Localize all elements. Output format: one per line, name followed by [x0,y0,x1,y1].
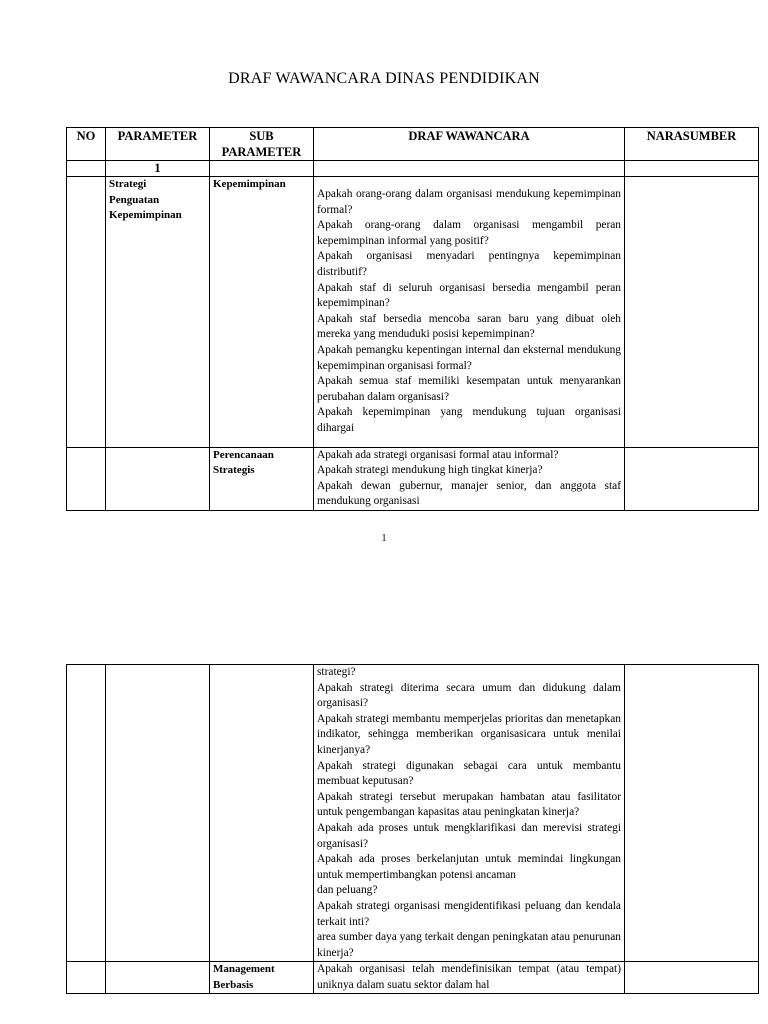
page-number: 1 [381,533,387,544]
questions-cell [314,447,625,510]
parameter-line: Penguatan [109,193,160,206]
table-row [67,177,759,448]
questions-cell [314,962,625,994]
sub-parameter-line: Strategis [213,464,255,476]
question: area sumber daya yang terkait dengan peningkatan atau penurunan kinerja? [317,931,621,959]
question: Apakah ada proses berkelanjutan untuk memindai lingkungan untuk mempertimbangkan potensi ancaman [317,853,621,881]
question: Apakah ada strategi organisasi formal atau informal? [317,448,559,461]
header-parameter: PARAMETER [106,128,210,161]
question: dan peluang? [317,884,378,897]
interview-table-continued [66,664,759,994]
question: Apakah strategi membantu memperjelas prioritas dan menetapkan indikator, sehingga memberikan organisasicara untuk menilai kinerjanya? [317,712,621,756]
question: Apakah organisasi menyadari pentingnya kepemimpinan distributif? [317,250,621,278]
question: Apakah strategi mendukung high tingkat kinerja? [317,464,543,477]
narasumber-cell [625,447,759,510]
header-no: NO [67,128,106,161]
page-title: DRAF WAWANCARA DINAS PENDIDIKAN [228,70,540,87]
row-number: 1 [106,161,210,177]
parameter-cell [106,177,210,448]
question: Apakah semua staf memiliki kesempatan untuk menyarankan perubahan dalam organisasi? [317,375,621,403]
header-narasumber: NARASUMBER [625,128,759,161]
interview-table [66,127,759,511]
sub-parameter-line: Berbasis [213,978,254,991]
question: Apakah ada proses untuk mengklarifikasi dan merevisi strategi organisasi? [317,821,621,850]
question: Apakah strategi diterima secara umum dan didukung dalam organisasi? [317,681,621,710]
narasumber-cell [625,962,759,994]
question: Apakah dewan gubernur, manajer senior, dan anggota staf mendukung organisasi [317,479,621,508]
question: Apakah orang-orang dalam organisasi mendukung kepemimpinan formal? [317,188,621,216]
questions-cell [314,177,625,448]
question: Apakah staf bersedia mencoba saran baru yang dibuat oleh mereka yang menduduki posisi kepemimpinan? [317,312,621,341]
question: Apakah organisasi telah mendefinisikan tempat (atau tempat) uniknya dalam suatu sektor dalam hal [317,963,621,991]
table-row [67,665,759,962]
parameter-line: Strategi [109,178,147,190]
table-row [67,962,759,994]
sub-parameter-cell: Kepemimpinan [210,177,314,448]
sub-parameter-line: Perencanaan [213,448,274,461]
question: Apakah orang-orang dalam organisasi mengambil peran kepemimpinan informal yang positif? [317,219,621,247]
header-sub-parameter-line2: PARAMETER [221,145,302,159]
parameter-line: Kepemimpinan [109,209,182,221]
table-row [67,447,759,510]
sub-parameter-line: Management [213,963,275,976]
table-header-row [67,128,759,161]
header-draf-wawancara: DRAF WAWANCARA [314,128,625,161]
sub-parameter-cell [210,962,314,994]
question: Apakah staf di seluruh organisasi bersedia mengambil peran kepemimpinan? [317,281,621,310]
question: Apakah strategi digunakan sebagai cara untuk membantu membuat keputusan? [317,759,621,788]
sub-parameter-cell [210,447,314,510]
header-sub-parameter [210,128,314,161]
question: strategi? [317,666,356,678]
number-row [67,161,759,177]
question: Apakah strategi organisasi mengidentifikasi peluang dan kendala terkait inti? [317,899,621,928]
question: Apakah kepemimpinan yang mendukung tujuan organisasi dihargai [317,406,621,434]
question: Apakah pemangku kepentingan internal dan eksternal mendukung kepemimpinan organisasi formal? [317,343,621,372]
questions-cell [314,665,625,962]
narasumber-cell [625,177,759,448]
header-sub-parameter-line1: SUB [249,129,274,143]
narasumber-cell [625,665,759,962]
question: Apakah strategi tersebut merupakan hambatan atau fasilitator untuk pengembangan kapasitas atau peningkatan kinerja? [317,790,621,819]
